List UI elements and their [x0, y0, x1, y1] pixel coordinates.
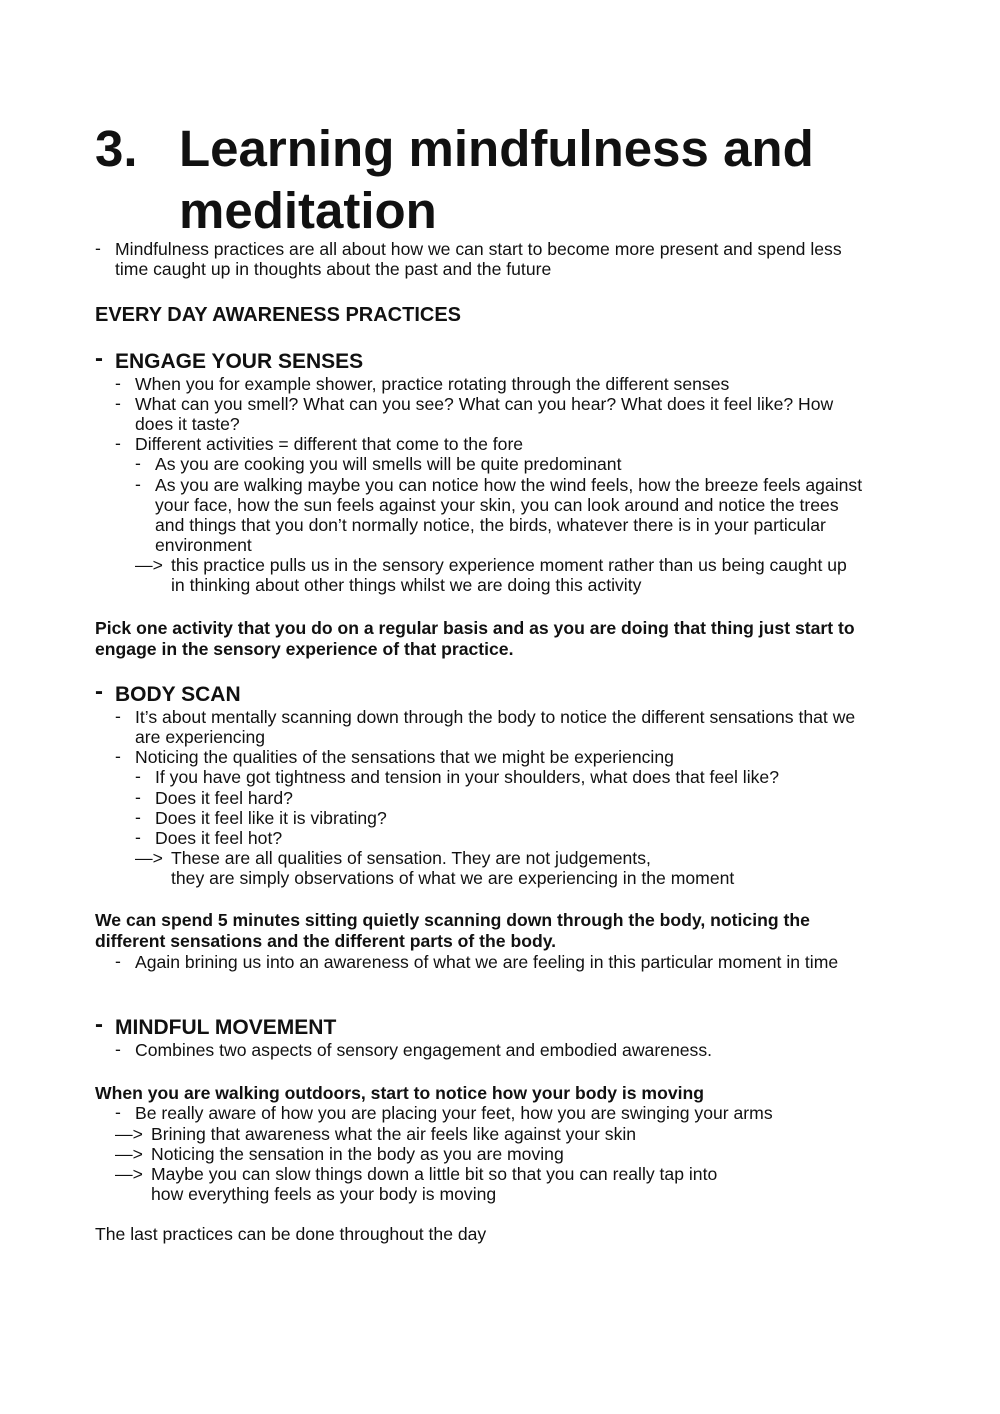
sub-list-item: As you are cooking you will smells will be quite predominant [155, 454, 622, 474]
list-item: Different activities = different that come to the fore [135, 434, 524, 454]
list-item: Again brining us into an awareness of what we are feeling in this particular moment in time [135, 952, 839, 972]
arrow-marker: —> [135, 848, 163, 868]
intro-line: time caught up in thoughts about the past and the future [115, 259, 552, 279]
bullet-dash: - [115, 746, 121, 766]
list-item-cont: are experiencing [135, 727, 266, 747]
heading-dash: - [95, 345, 103, 372]
bullet-dash: - [135, 453, 141, 473]
sub-list-item-cont: your face, how the sun feels against your skin, you can look around and notice the trees [155, 495, 839, 515]
bullet-dash: - [115, 951, 121, 971]
intro-line: Mindfulness practices are all about how we can start to become more present and spend less [115, 239, 842, 259]
arrow-note: this practice pulls us in the sensory experience moment rather than us being caught up [171, 555, 847, 575]
arrow-note-cont: they are simply observations of what we are experiencing in the moment [171, 868, 735, 888]
subsection-heading: MINDFUL MOVEMENT [115, 1016, 337, 1039]
list-item: Be really aware of how you are placing your feet, how you are swinging your arms [135, 1103, 773, 1123]
bold-paragraph: When you are walking outdoors, start to notice how your body is moving [95, 1083, 704, 1103]
subsection-heading: ENGAGE YOUR SENSES [115, 350, 364, 373]
section-heading: EVERY DAY AWARENESS PRACTICES [95, 304, 462, 326]
list-item: It’s about mentally scanning down through the body to notice the different sensations that we [135, 707, 856, 727]
bullet-dash: - [135, 787, 141, 807]
bullet-dash: - [135, 807, 141, 827]
list-item: When you for example shower, practice rotating through the different senses [135, 374, 730, 394]
bullet-dash: - [115, 373, 121, 393]
bullet-dash: - [115, 706, 121, 726]
heading-dash: - [95, 1011, 103, 1038]
sub-list-item-cont: and things that you don’t normally notice, the birds, whatever there is in your particular [155, 515, 826, 535]
subsection-heading: BODY SCAN [115, 683, 241, 706]
arrow-note: These are all qualities of sensation. They are not judgements, [171, 848, 651, 868]
title-number: 3. [95, 120, 138, 177]
bold-paragraph: different sensations and the different parts of the body. [95, 931, 557, 951]
arrow-note: Brining that awareness what the air feels like against your skin [151, 1124, 637, 1144]
list-item-cont: does it taste? [135, 414, 240, 434]
bold-paragraph: We can spend 5 minutes sitting quietly scanning down through the body, noticing the [95, 910, 810, 930]
sub-list-item: If you have got tightness and tension in your shoulders, what does that feel like? [155, 767, 779, 787]
arrow-note-cont: in thinking about other things whilst we are doing this activity [171, 575, 642, 595]
arrow-note: Maybe you can slow things down a little bit so that you can really tap into [151, 1164, 718, 1184]
sub-list-item: Does it feel hard? [155, 788, 293, 808]
arrow-note: Noticing the sensation in the body as you are moving [151, 1144, 564, 1164]
arrow-note-cont: how everything feels as your body is moving [151, 1184, 497, 1204]
arrow-marker: —> [115, 1124, 143, 1144]
bullet-dash: - [135, 827, 141, 847]
bullet-dash: - [115, 433, 121, 453]
arrow-marker: —> [135, 555, 163, 575]
sub-list-item: Does it feel like it is vibrating? [155, 808, 387, 828]
bold-paragraph: engage in the sensory experience of that practice. [95, 639, 514, 659]
bold-paragraph: Pick one activity that you do on a regular basis and as you are doing that thing just start to [95, 618, 855, 638]
list-item: What can you smell? What can you see? What can you hear? What does it feel like? How [135, 394, 834, 414]
bullet-dash: - [95, 238, 101, 258]
bullet-dash: - [115, 393, 121, 413]
sub-list-item: As you are walking maybe you can notice how the wind feels, how the breeze feels against [155, 475, 863, 495]
sub-list-item: Does it feel hot? [155, 828, 283, 848]
list-item: Noticing the qualities of the sensations that we might be experiencing [135, 747, 674, 767]
heading-dash: - [95, 678, 103, 705]
sub-list-item-cont: environment [155, 535, 252, 555]
arrow-marker: —> [115, 1144, 143, 1164]
arrow-marker: —> [115, 1164, 143, 1184]
bullet-dash: - [115, 1039, 121, 1059]
bullet-dash: - [135, 766, 141, 786]
closing-paragraph: The last practices can be done throughout the day [95, 1224, 487, 1244]
bullet-dash: - [135, 474, 141, 494]
bullet-dash: - [115, 1102, 121, 1122]
title-text: Learning mindfulness and meditation [179, 120, 814, 239]
list-item: Combines two aspects of sensory engagement and embodied awareness. [135, 1040, 713, 1060]
